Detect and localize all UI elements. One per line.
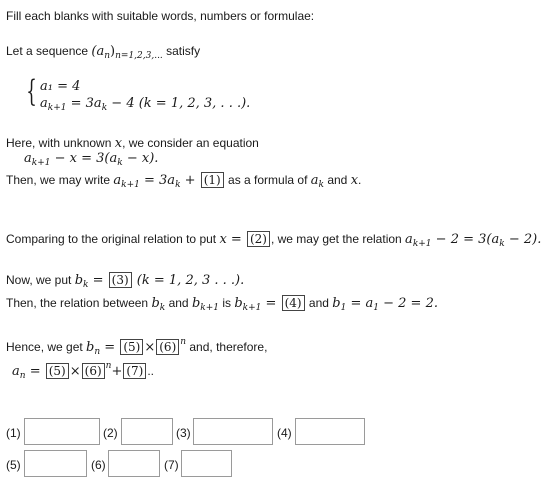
blank-5b-marker: (5) — [46, 363, 69, 379]
step3-definition: Now, we put $b_k = (3) (k = 1$, 2, 3 . . .). — [6, 273, 245, 290]
answer-label-7: (7) — [164, 458, 179, 472]
sequence-statement: Let a sequence $(a_n)_{n=1,2,3,...}$ satisfy — [6, 44, 201, 61]
answer-label-2: (2) — [103, 426, 118, 440]
answer-label-1: (1) — [6, 426, 21, 440]
blank-1-marker: (1) — [201, 172, 224, 188]
step3-relation: Then, the relation between $b_k$ and $b_{k+1}$ is $b_{k+1} = (4)$ and $b_1 = a_1 - 2 = 2$. — [6, 296, 438, 313]
step4-bn: Hence, we get $b_n = (5) \times (6)$ $^n$ and, therefore, — [6, 337, 268, 357]
blank-2-marker: (2) — [247, 231, 270, 247]
brace-symbol: { — [26, 74, 37, 109]
instructions: Fill each blanks with suitable words, numbers or formulae: — [6, 9, 315, 23]
answer-field-1[interactable] — [24, 418, 100, 445]
step2-text: Comparing to the original relation to put x = (2) , we may get the relation $a_{k+1} - 2 = 3(a_k - 2)$. — [6, 232, 542, 249]
blank-7-marker: (7) — [123, 363, 146, 379]
blank-3-marker: (3) — [109, 272, 132, 288]
answer-label-4: (4) — [277, 426, 292, 440]
answer-field-7[interactable] — [181, 450, 232, 477]
answer-field-4[interactable] — [295, 418, 365, 445]
blank-4-marker: (4) — [282, 295, 305, 311]
answer-field-3[interactable] — [193, 418, 273, 445]
answer-field-6[interactable] — [108, 450, 160, 477]
answer-label-5: (5) — [6, 458, 21, 472]
blank-5-marker: (5) — [120, 339, 143, 355]
step1-then: Then, we may write $a_{k+1} = 3a_k + (1)$ as a formula of $a_k$ and x. — [6, 173, 362, 190]
recurrence-relation: $a_{k+1} = 3a_k - 4$ (k = 1, 2, 3, . . .). — [40, 96, 251, 113]
blank-6b-marker: (6) — [82, 363, 105, 379]
step1-intro: Here, with unknown x, we consider an equation — [6, 136, 259, 151]
answer-label-3: (3) — [176, 426, 191, 440]
initial-condition: a₁ = 4 — [40, 79, 81, 94]
blank-6-marker: (6) — [156, 339, 179, 355]
answer-field-2[interactable] — [121, 418, 173, 445]
step1-equation: $a_{k+1} - x = 3(a_k - x)$. — [24, 151, 159, 168]
answer-field-5[interactable] — [24, 450, 87, 477]
answer-label-6: (6) — [91, 458, 106, 472]
step4-an: $a_n = (5) \times (6)$ $^n$+ (7) .. — [12, 361, 155, 381]
